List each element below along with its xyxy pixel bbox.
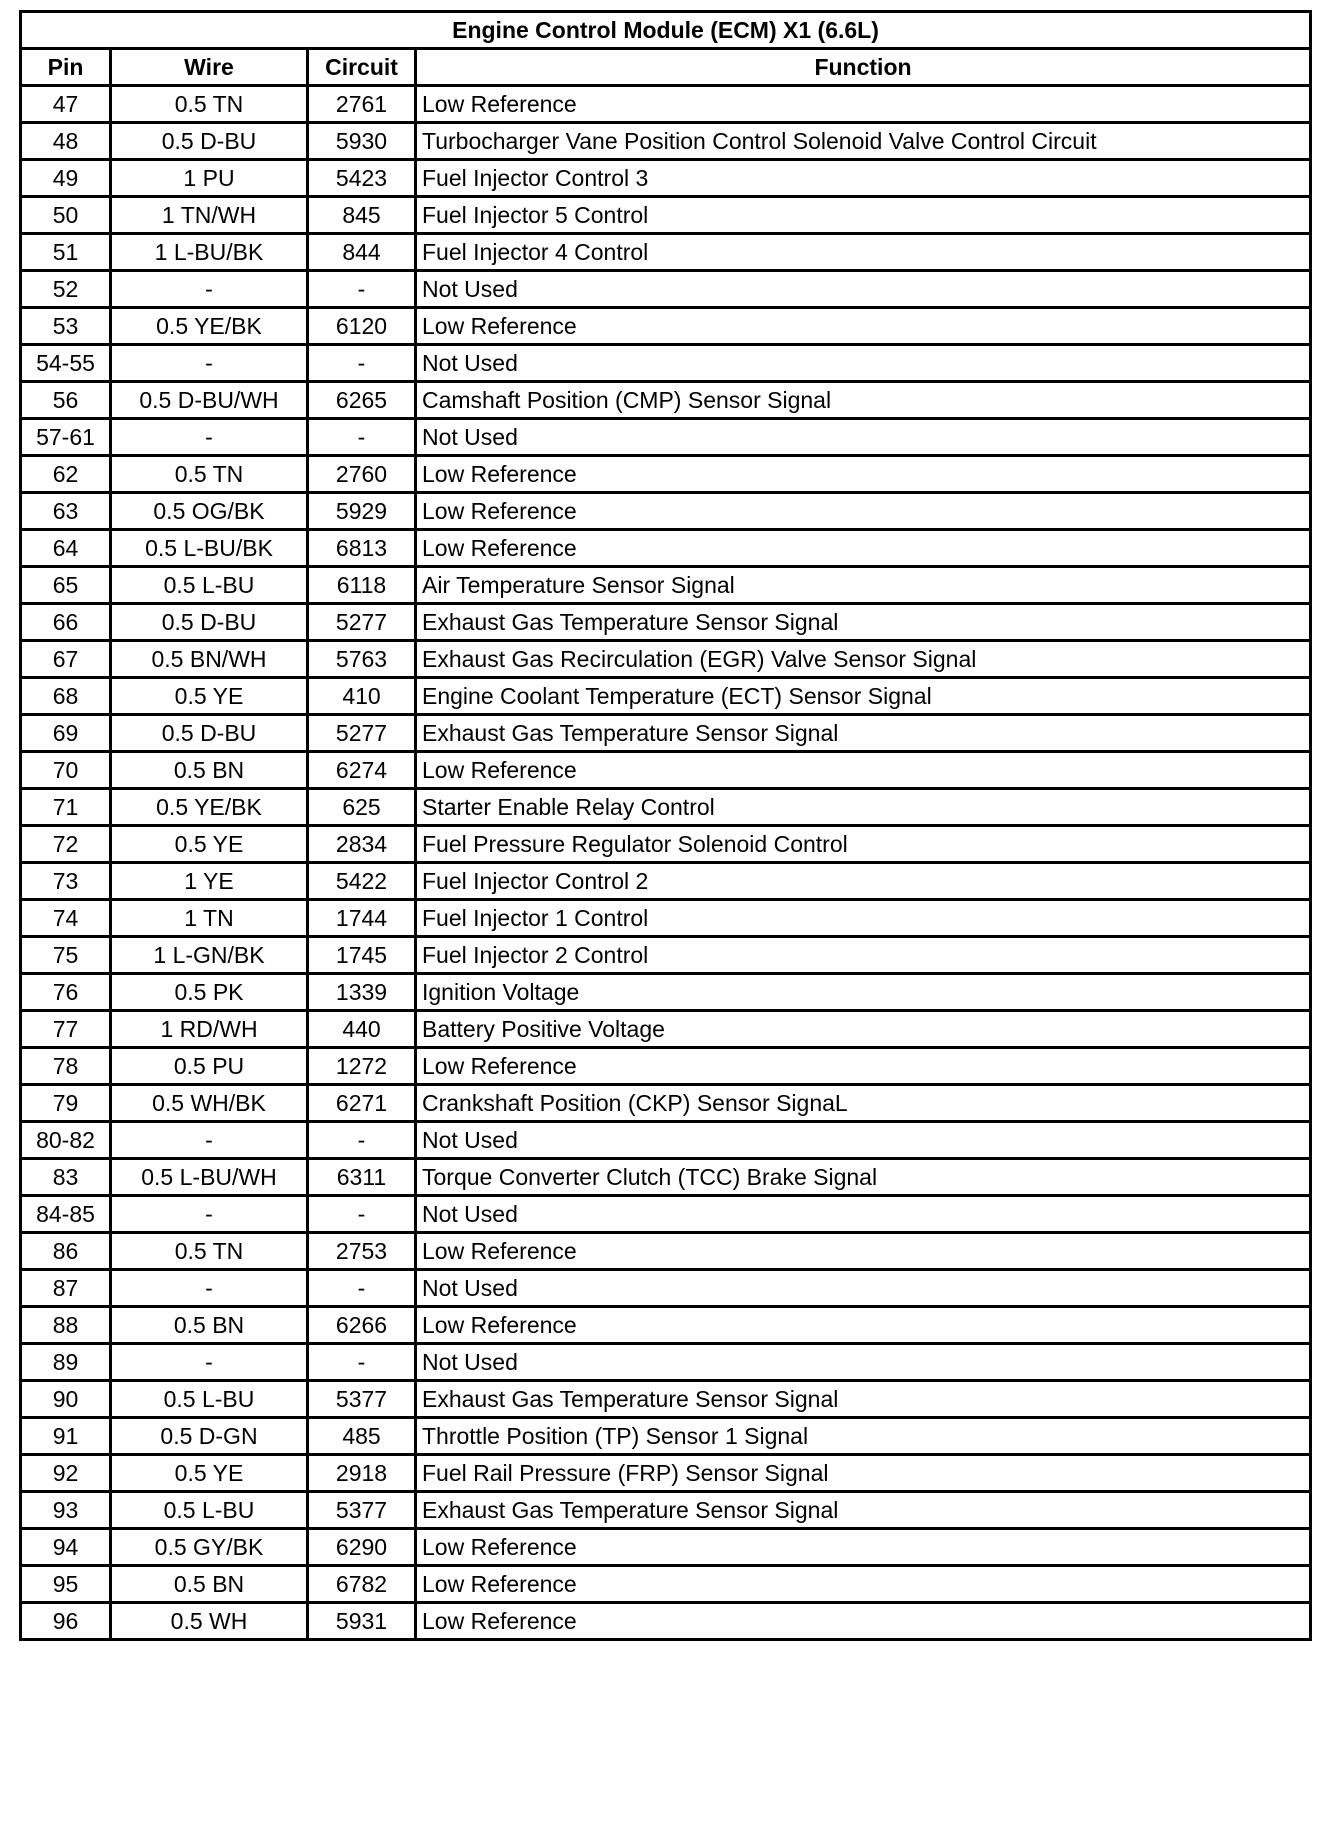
pin-cell: 53 [21, 308, 111, 345]
table-row [21, 197, 1311, 234]
table-row [21, 826, 1311, 863]
table-row [21, 530, 1311, 567]
wire-cell: 1 TN [111, 900, 308, 937]
circuit-cell: 845 [308, 197, 416, 234]
wire-cell: 0.5 L-BU/WH [111, 1159, 308, 1196]
wire-cell: 0.5 YE/BK [111, 308, 308, 345]
circuit-cell: 1744 [308, 900, 416, 937]
pin-cell: 76 [21, 974, 111, 1011]
function-cell: Engine Coolant Temperature (ECT) Sensor Signal [416, 678, 1311, 715]
circuit-cell: 485 [308, 1418, 416, 1455]
function-cell: Battery Positive Voltage [416, 1011, 1311, 1048]
wire-cell: 0.5 WH [111, 1603, 308, 1640]
circuit-cell: - [308, 1196, 416, 1233]
circuit-cell: 6118 [308, 567, 416, 604]
function-cell: Fuel Injector Control 2 [416, 863, 1311, 900]
table-row [21, 1122, 1311, 1159]
function-cell: Low Reference [416, 308, 1311, 345]
function-cell: Not Used [416, 1196, 1311, 1233]
wire-cell: 0.5 BN/WH [111, 641, 308, 678]
pin-cell: 84-85 [21, 1196, 111, 1233]
function-cell: Low Reference [416, 1603, 1311, 1640]
table-row [21, 937, 1311, 974]
table-row [21, 1455, 1311, 1492]
table-row [21, 308, 1311, 345]
function-cell: Torque Converter Clutch (TCC) Brake Signal [416, 1159, 1311, 1196]
function-cell: Low Reference [416, 1048, 1311, 1085]
table-row [21, 641, 1311, 678]
circuit-cell: - [308, 1270, 416, 1307]
table-row [21, 1307, 1311, 1344]
circuit-cell: 6274 [308, 752, 416, 789]
function-cell: Camshaft Position (CMP) Sensor Signal [416, 382, 1311, 419]
function-cell: Not Used [416, 419, 1311, 456]
function-cell: Air Temperature Sensor Signal [416, 567, 1311, 604]
function-cell: Not Used [416, 1344, 1311, 1381]
circuit-cell: - [308, 1122, 416, 1159]
table-row [21, 863, 1311, 900]
wire-cell: 0.5 OG/BK [111, 493, 308, 530]
table-row [21, 1529, 1311, 1566]
table-row [21, 234, 1311, 271]
pin-cell: 83 [21, 1159, 111, 1196]
table-row [21, 1492, 1311, 1529]
wire-cell: 1 YE [111, 863, 308, 900]
wire-cell: 1 TN/WH [111, 197, 308, 234]
circuit-cell: 1745 [308, 937, 416, 974]
pin-cell: 88 [21, 1307, 111, 1344]
circuit-cell: 2918 [308, 1455, 416, 1492]
table-row [21, 456, 1311, 493]
table-title: Engine Control Module (ECM) X1 (6.6L) [21, 12, 1311, 49]
circuit-cell: 1272 [308, 1048, 416, 1085]
circuit-cell: 5377 [308, 1381, 416, 1418]
table-row [21, 604, 1311, 641]
circuit-cell: 6290 [308, 1529, 416, 1566]
wire-cell: 0.5 TN [111, 86, 308, 123]
table-row [21, 493, 1311, 530]
function-cell: Low Reference [416, 530, 1311, 567]
pin-cell: 63 [21, 493, 111, 530]
wire-cell: 0.5 L-BU [111, 567, 308, 604]
pin-cell: 65 [21, 567, 111, 604]
pin-cell: 77 [21, 1011, 111, 1048]
pin-cell: 95 [21, 1566, 111, 1603]
header-pin: Pin [21, 49, 111, 86]
circuit-cell: 6266 [308, 1307, 416, 1344]
pin-cell: 52 [21, 271, 111, 308]
pin-cell: 94 [21, 1529, 111, 1566]
circuit-cell: 410 [308, 678, 416, 715]
circuit-cell: 6265 [308, 382, 416, 419]
wire-cell: 0.5 BN [111, 1566, 308, 1603]
pin-cell: 51 [21, 234, 111, 271]
table-row [21, 900, 1311, 937]
wire-cell: - [111, 1270, 308, 1307]
table-row [21, 1159, 1311, 1196]
wire-cell: 0.5 TN [111, 1233, 308, 1270]
pin-cell: 75 [21, 937, 111, 974]
pin-cell: 80-82 [21, 1122, 111, 1159]
table-row [21, 752, 1311, 789]
pin-cell: 62 [21, 456, 111, 493]
table-row [21, 345, 1311, 382]
function-cell: Not Used [416, 345, 1311, 382]
pin-cell: 87 [21, 1270, 111, 1307]
circuit-cell: 1339 [308, 974, 416, 1011]
wire-cell: 1 PU [111, 160, 308, 197]
wire-cell: 0.5 YE [111, 678, 308, 715]
function-cell: Ignition Voltage [416, 974, 1311, 1011]
table-row [21, 1344, 1311, 1381]
function-cell: Throttle Position (TP) Sensor 1 Signal [416, 1418, 1311, 1455]
circuit-cell: 5929 [308, 493, 416, 530]
circuit-cell: 6782 [308, 1566, 416, 1603]
pin-cell: 68 [21, 678, 111, 715]
wire-cell: 0.5 D-BU/WH [111, 382, 308, 419]
table-row [21, 789, 1311, 826]
wire-cell: 1 L-GN/BK [111, 937, 308, 974]
pin-cell: 78 [21, 1048, 111, 1085]
function-cell: Low Reference [416, 752, 1311, 789]
function-cell: Exhaust Gas Recirculation (EGR) Valve Sensor Signal [416, 641, 1311, 678]
header-function: Function [416, 49, 1311, 86]
circuit-cell: 5422 [308, 863, 416, 900]
pin-cell: 64 [21, 530, 111, 567]
pin-cell: 92 [21, 1455, 111, 1492]
circuit-cell: 625 [308, 789, 416, 826]
table-row [21, 271, 1311, 308]
function-cell: Exhaust Gas Temperature Sensor Signal [416, 1492, 1311, 1529]
wire-cell: 0.5 YE [111, 1455, 308, 1492]
table-row [21, 160, 1311, 197]
wire-cell: 0.5 BN [111, 752, 308, 789]
pin-cell: 67 [21, 641, 111, 678]
function-cell: Low Reference [416, 1566, 1311, 1603]
wire-cell: - [111, 1344, 308, 1381]
function-cell: Not Used [416, 1122, 1311, 1159]
wire-cell: 0.5 D-GN [111, 1418, 308, 1455]
function-cell: Low Reference [416, 493, 1311, 530]
table-row [21, 123, 1311, 160]
table-row [21, 86, 1311, 123]
pin-cell: 48 [21, 123, 111, 160]
pin-cell: 71 [21, 789, 111, 826]
circuit-cell: - [308, 419, 416, 456]
wire-cell: 0.5 D-BU [111, 123, 308, 160]
wire-cell: 0.5 PK [111, 974, 308, 1011]
wire-cell: 0.5 WH/BK [111, 1085, 308, 1122]
table-row [21, 1011, 1311, 1048]
wire-cell: 0.5 YE/BK [111, 789, 308, 826]
circuit-cell: 5423 [308, 160, 416, 197]
table-row [21, 715, 1311, 752]
wire-cell: - [111, 271, 308, 308]
function-cell: Fuel Injector 5 Control [416, 197, 1311, 234]
circuit-cell: 2761 [308, 86, 416, 123]
pin-cell: 73 [21, 863, 111, 900]
function-cell: Low Reference [416, 1529, 1311, 1566]
circuit-cell: 6120 [308, 308, 416, 345]
wire-cell: 0.5 D-BU [111, 715, 308, 752]
table-row [21, 1196, 1311, 1233]
pin-cell: 90 [21, 1381, 111, 1418]
pin-cell: 47 [21, 86, 111, 123]
pin-cell: 66 [21, 604, 111, 641]
circuit-cell: - [308, 1344, 416, 1381]
function-cell: Low Reference [416, 1233, 1311, 1270]
circuit-cell: 5377 [308, 1492, 416, 1529]
function-cell: Not Used [416, 271, 1311, 308]
pin-cell: 69 [21, 715, 111, 752]
table-row [21, 1381, 1311, 1418]
function-cell: Turbocharger Vane Position Control Solenoid Valve Control Circuit [416, 123, 1311, 160]
function-cell: Fuel Injector 1 Control [416, 900, 1311, 937]
function-cell: Low Reference [416, 86, 1311, 123]
circuit-cell: 5277 [308, 604, 416, 641]
function-cell: Exhaust Gas Temperature Sensor Signal [416, 604, 1311, 641]
function-cell: Fuel Injector Control 3 [416, 160, 1311, 197]
pin-cell: 86 [21, 1233, 111, 1270]
wire-cell: 0.5 L-BU [111, 1492, 308, 1529]
pin-cell: 50 [21, 197, 111, 234]
header-circuit: Circuit [308, 49, 416, 86]
table-row [21, 1603, 1311, 1640]
pin-cell: 91 [21, 1418, 111, 1455]
table-row [21, 678, 1311, 715]
pin-cell: 49 [21, 160, 111, 197]
circuit-cell: 6311 [308, 1159, 416, 1196]
wire-cell: 0.5 L-BU [111, 1381, 308, 1418]
circuit-cell: 5763 [308, 641, 416, 678]
pin-cell: 57-61 [21, 419, 111, 456]
pin-cell: 96 [21, 1603, 111, 1640]
pin-cell: 74 [21, 900, 111, 937]
circuit-cell: 2760 [308, 456, 416, 493]
function-cell: Exhaust Gas Temperature Sensor Signal [416, 1381, 1311, 1418]
wire-cell: - [111, 419, 308, 456]
pin-cell: 89 [21, 1344, 111, 1381]
table-row [21, 1270, 1311, 1307]
function-cell: Low Reference [416, 456, 1311, 493]
function-cell: Not Used [416, 1270, 1311, 1307]
circuit-cell: 2834 [308, 826, 416, 863]
table-row [21, 1233, 1311, 1270]
wire-cell: 0.5 PU [111, 1048, 308, 1085]
function-cell: Fuel Injector 4 Control [416, 234, 1311, 271]
wire-cell: - [111, 1122, 308, 1159]
function-cell: Starter Enable Relay Control [416, 789, 1311, 826]
function-cell: Low Reference [416, 1307, 1311, 1344]
table-row [21, 974, 1311, 1011]
circuit-cell: 844 [308, 234, 416, 271]
circuit-cell: 2753 [308, 1233, 416, 1270]
pin-cell: 72 [21, 826, 111, 863]
wire-cell: 0.5 D-BU [111, 604, 308, 641]
pin-cell: 70 [21, 752, 111, 789]
circuit-cell: 440 [308, 1011, 416, 1048]
pin-cell: 56 [21, 382, 111, 419]
title-row [21, 12, 1311, 49]
wire-cell: - [111, 1196, 308, 1233]
circuit-cell: 5930 [308, 123, 416, 160]
function-cell: Exhaust Gas Temperature Sensor Signal [416, 715, 1311, 752]
table-row [21, 1566, 1311, 1603]
table-row [21, 1048, 1311, 1085]
circuit-cell: 5277 [308, 715, 416, 752]
table-body [21, 86, 1311, 1640]
wire-cell: 1 L-BU/BK [111, 234, 308, 271]
circuit-cell: 6271 [308, 1085, 416, 1122]
circuit-cell: 5931 [308, 1603, 416, 1640]
function-cell: Fuel Pressure Regulator Solenoid Control [416, 826, 1311, 863]
function-cell: Fuel Rail Pressure (FRP) Sensor Signal [416, 1455, 1311, 1492]
wire-cell: 0.5 GY/BK [111, 1529, 308, 1566]
pin-cell: 93 [21, 1492, 111, 1529]
pin-cell: 54-55 [21, 345, 111, 382]
function-cell: Crankshaft Position (CKP) Sensor SignaL [416, 1085, 1311, 1122]
table-row [21, 419, 1311, 456]
wire-cell: 0.5 L-BU/BK [111, 530, 308, 567]
table-row [21, 382, 1311, 419]
header-wire: Wire [111, 49, 308, 86]
table-row [21, 1418, 1311, 1455]
circuit-cell: - [308, 271, 416, 308]
wire-cell: 0.5 TN [111, 456, 308, 493]
header-row [21, 49, 1311, 86]
circuit-cell: - [308, 345, 416, 382]
table-row [21, 1085, 1311, 1122]
function-cell: Fuel Injector 2 Control [416, 937, 1311, 974]
circuit-cell: 6813 [308, 530, 416, 567]
wire-cell: 0.5 BN [111, 1307, 308, 1344]
ecm-pinout-table [19, 10, 1312, 1641]
wire-cell: 0.5 YE [111, 826, 308, 863]
pin-cell: 79 [21, 1085, 111, 1122]
table-row [21, 567, 1311, 604]
wire-cell: - [111, 345, 308, 382]
wire-cell: 1 RD/WH [111, 1011, 308, 1048]
